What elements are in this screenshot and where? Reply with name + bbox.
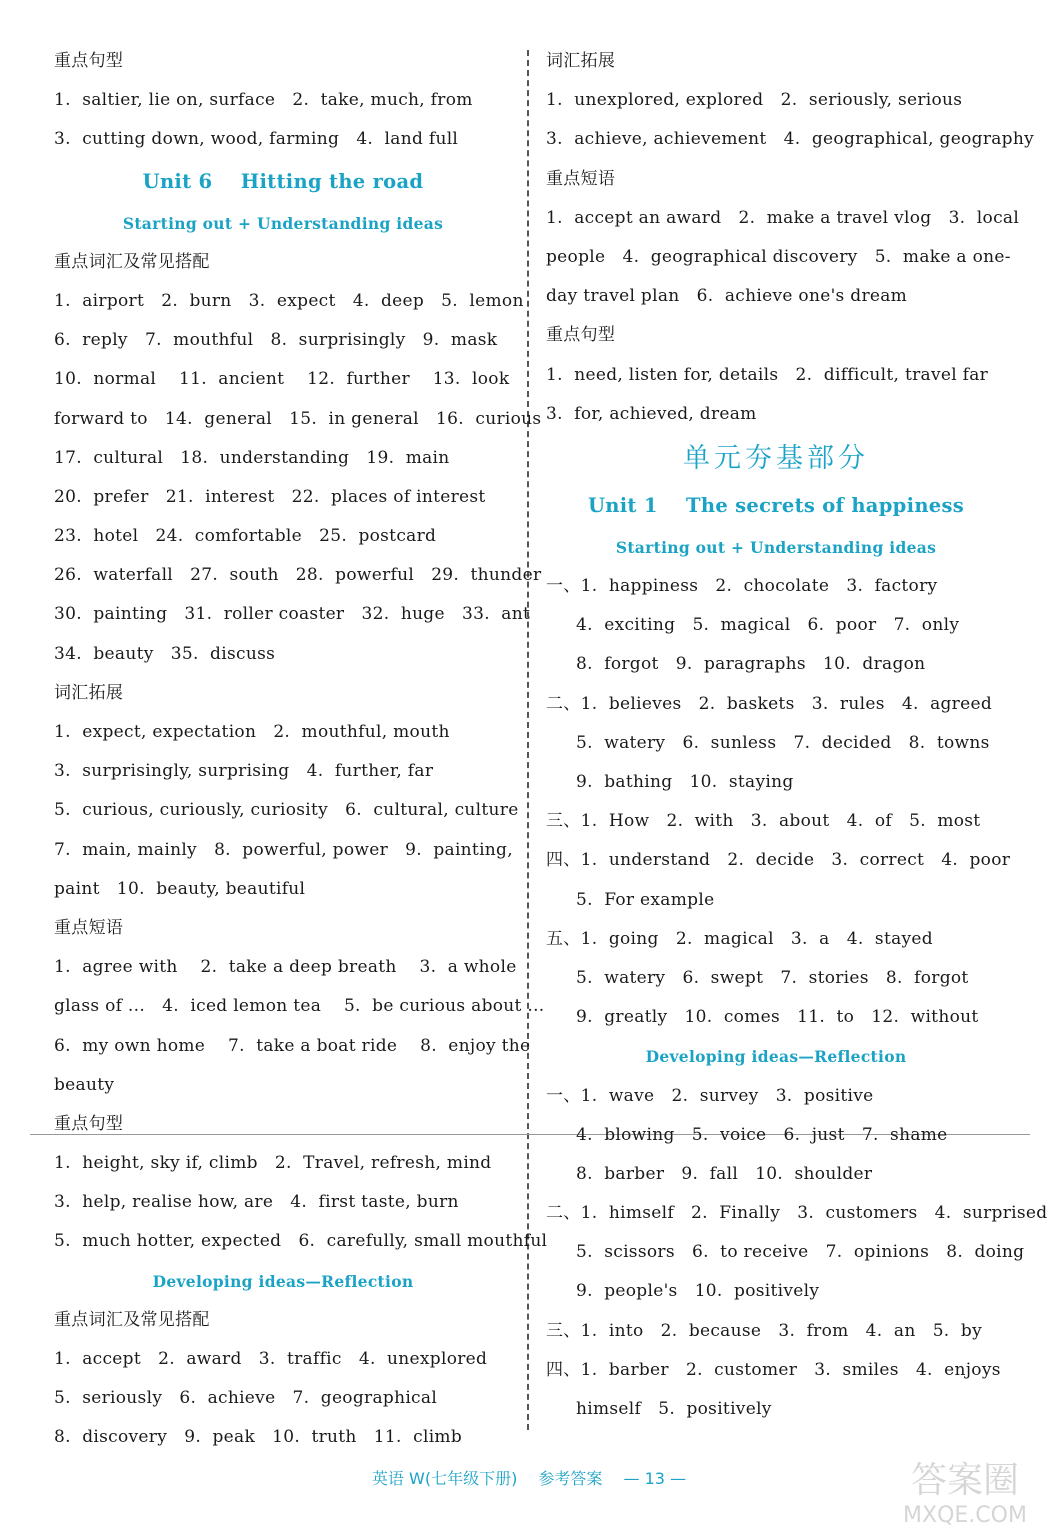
answer-line: 1. height, sky if, climb 2. Travel, refresh, mind xyxy=(54,1153,492,1174)
part-title: 单元夯基部分 xyxy=(683,442,869,474)
answer-line: 四、1. barber 2. customer 3. smiles 4. enjoys xyxy=(546,1359,1001,1380)
answer-line: 4. blowing 5. voice 6. just 7. shame xyxy=(576,1124,948,1145)
answer-line: forward to 14. general 15. in general 16. curious xyxy=(54,408,542,429)
answer-line: 8. forgot 9. paragraphs 10. dragon xyxy=(576,654,926,675)
answer-line: 四、1. understand 2. decide 3. correct 4. poor xyxy=(546,850,1011,871)
unit-title: Unit 6 Hitting the road xyxy=(142,169,424,193)
section-heading: 重点词汇及常见搭配 xyxy=(54,251,210,272)
answer-line: 二、1. believes 2. baskets 3. rules 4. agreed xyxy=(546,693,993,714)
section-heading: 重点词汇及常见搭配 xyxy=(54,1309,210,1330)
answer-line: 1. agree with 2. take a deep breath 3. a whole xyxy=(54,957,517,978)
answer-line: 3. cutting down, wood, farming 4. land full xyxy=(54,129,459,150)
answer-line: 9. bathing 10. staying xyxy=(576,772,794,792)
answer-line: 一、1. happiness 2. chocolate 3. factory xyxy=(546,576,938,597)
answer-line: 20. prefer 21. interest 22. places of interest xyxy=(54,486,486,507)
answer-line: 5. much hotter, expected 6. carefully, small mouthful xyxy=(54,1231,548,1252)
answer-line: 17. cultural 18. understanding 19. main xyxy=(54,447,450,468)
answer-line: 3. for, achieved, dream xyxy=(546,403,757,424)
answer-line: 6. reply 7. mouthful 8. surprisingly 9. mask xyxy=(54,330,498,351)
answer-line: 5. seriously 6. achieve 7. geographical xyxy=(54,1388,438,1409)
answer-line: himself 5. positively xyxy=(576,1399,772,1419)
answer-line: 8. barber 9. fall 10. shoulder xyxy=(576,1163,873,1184)
answer-line: 3. help, realise how, are 4. first taste, burn xyxy=(54,1192,459,1213)
answer-line: 5. scissors 6. to receive 7. opinions 8. doing xyxy=(576,1242,1025,1263)
section-heading: 重点短语 xyxy=(546,168,616,189)
answer-line: 1. need, listen for, details 2. difficult, travel far xyxy=(546,364,989,385)
section-heading: 词汇拓展 xyxy=(54,682,124,703)
answer-line: 1. expect, expectation 2. mouthful, mouth xyxy=(54,722,450,742)
footer-subject: 英语 W(七年级下册) xyxy=(371,1469,518,1488)
right-column xyxy=(546,42,1048,1429)
answer-line: 1. unexplored, explored 2. seriously, serious xyxy=(546,90,963,111)
answer-line: 三、1. How 2. with 3. about 4. of 5. most xyxy=(546,811,981,832)
answer-line: 6. my own home 7. take a boat ride 8. enjoy the xyxy=(54,1035,531,1056)
watermark-bottom: MXQE.COM xyxy=(903,1503,1027,1528)
section-heading: 重点句型 xyxy=(546,325,616,346)
answer-line: 8. discovery 9. peak 10. truth 11. climb xyxy=(54,1427,463,1448)
answer-line: 1. saltier, lie on, surface 2. take, much, from xyxy=(54,90,473,111)
answer-line: 1. accept an award 2. make a travel vlog 3. local xyxy=(546,207,1020,228)
left-column xyxy=(54,42,548,1458)
answer-line: 五、1. going 2. magical 3. a 4. stayed xyxy=(546,928,933,949)
answer-line: 26. waterfall 27. south 28. powerful 29. thunder xyxy=(54,565,542,586)
subsection-title: Developing ideas—Reflection xyxy=(645,1047,907,1067)
subsection-title: Starting out + Understanding ideas xyxy=(615,537,937,557)
answer-line: 30. painting 31. roller coaster 32. huge 33. ant xyxy=(54,604,531,625)
answer-line: 9. greatly 10. comes 11. to 12. without xyxy=(576,1007,979,1028)
answer-line: 二、1. himself 2. Finally 3. customers 4. surprised xyxy=(546,1203,1048,1224)
answer-line: 3. achieve, achievement 4. geographical, geography xyxy=(546,129,1035,150)
watermark-top: 答案圈 xyxy=(910,1460,1020,1501)
answer-line: 1. accept 2. award 3. traffic 4. unexplored xyxy=(54,1349,488,1369)
unit-title: Unit 1 The secrets of happiness xyxy=(587,493,965,517)
section-heading: 重点短语 xyxy=(54,917,124,938)
answer-line: 34. beauty 35. discuss xyxy=(54,643,276,664)
answer-line: paint 10. beauty, beautiful xyxy=(54,878,306,899)
answer-line: 1. airport 2. burn 3. expect 4. deep 5. lemon xyxy=(54,290,524,311)
answer-line: 7. main, mainly 8. powerful, power 9. painting, xyxy=(54,839,513,860)
section-heading: 重点句型 xyxy=(54,51,124,71)
answer-line: 三、1. into 2. because 3. from 4. an 5. by xyxy=(546,1320,983,1341)
answer-line: 10. normal 11. ancient 12. further 13. look xyxy=(54,369,510,390)
answer-line: glass of ... 4. iced lemon tea 5. be curious about ... xyxy=(54,996,545,1017)
answer-line: 5. watery 6. sunless 7. decided 8. towns xyxy=(576,732,990,753)
section-heading: 词汇拓展 xyxy=(546,51,616,71)
section-heading: 重点句型 xyxy=(54,1113,124,1134)
answer-line: beauty xyxy=(54,1074,115,1095)
watermark-logo xyxy=(880,1450,1050,1530)
column-divider xyxy=(527,50,529,1430)
page-number: — 13 — xyxy=(623,1469,687,1488)
answer-line: 9. people's 10. positively xyxy=(576,1281,820,1302)
answer-line: 23. hotel 24. comfortable 25. postcard xyxy=(54,526,437,547)
answer-line: 5. For example xyxy=(576,889,715,910)
subsection-title: Developing ideas—Reflection xyxy=(152,1271,414,1291)
answer-line: 4. exciting 5. magical 6. poor 7. only xyxy=(576,615,960,636)
answer-line: 5. curious, curiously, curiosity 6. cultural, culture xyxy=(54,800,519,821)
answer-line: 3. surprisingly, surprising 4. further, far xyxy=(54,761,434,782)
answer-line: people 4. geographical discovery 5. make a one- xyxy=(546,246,1011,267)
answer-line: 一、1. wave 2. survey 3. positive xyxy=(546,1085,874,1106)
footer-section: 参考答案 xyxy=(538,1469,603,1488)
answer-line: day travel plan 6. achieve one's dream xyxy=(546,286,908,307)
subsection-title: Starting out + Understanding ideas xyxy=(122,213,444,233)
answer-line: 5. watery 6. swept 7. stories 8. forgot xyxy=(576,967,969,988)
